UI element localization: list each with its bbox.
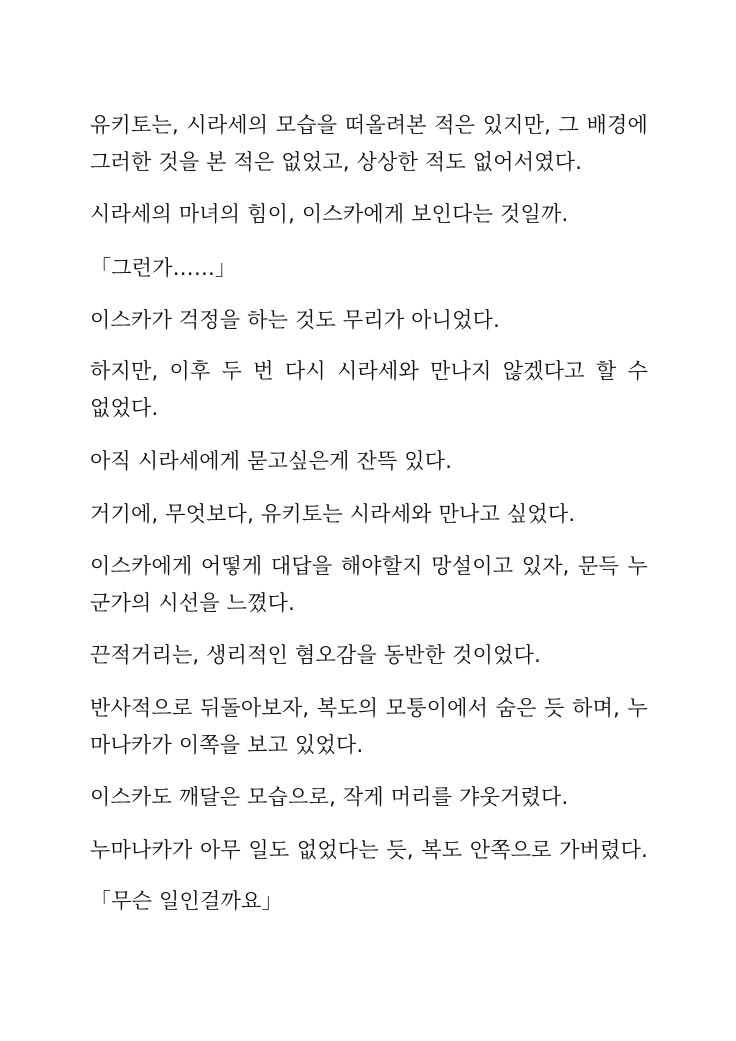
text-line-1: 유키토는, 시라세의 모습을 떠올려본 적은 있지만, 그 배경에	[90, 113, 648, 137]
text-line-10: 이스카에게 어떻게 대답을 해야할지 망설이고 있자, 문득 누	[90, 554, 648, 578]
text-line-6: 하지만, 이후 두 번 다시 시라세와 만나지 않겠다고 할 수	[90, 359, 648, 383]
text-line-9: 거기에, 무엇보다, 유키토는 시라세와 만나고 싶었다.	[90, 502, 576, 526]
text-line-2: 그러한 것을 본 적은 없었고, 상상한 적도 없어서였다.	[90, 150, 583, 174]
text-line-16: 누마나카가 아무 일도 없었다는 듯, 복도 안쪽으로 가버렸다.	[90, 838, 648, 862]
text-line-15: 이스카도 깨달은 모습으로, 작게 머리를 갸웃거렸다.	[90, 785, 569, 809]
text-line-7: 없었다.	[90, 396, 159, 420]
text-line-11: 군가의 시선을 느꼈다.	[90, 591, 295, 615]
text-line-12: 끈적거리는, 생리적인 혐오감을 동반한 것이었다.	[90, 643, 541, 667]
text-line-5: 이스카가 걱정을 하는 것도 무리가 아니었다.	[90, 308, 500, 332]
text-line-8: 아직 시라세에게 묻고싶은게 잔뜩 있다.	[90, 449, 453, 473]
text-line-13: 반사적으로 뒤돌아보자, 복도의 모퉁이에서 숨은 듯 하며, 누	[90, 696, 648, 720]
text-line-3: 시라세의 마녀의 힘이, 이스카에게 보인다는 것일까.	[90, 202, 569, 226]
text-line-4: 「그런가……」	[90, 256, 237, 280]
text-line-14: 마나카가 이쪽을 보고 있었다.	[90, 733, 364, 757]
text-line-17: 「무슨 일인걸까요」	[90, 889, 283, 913]
